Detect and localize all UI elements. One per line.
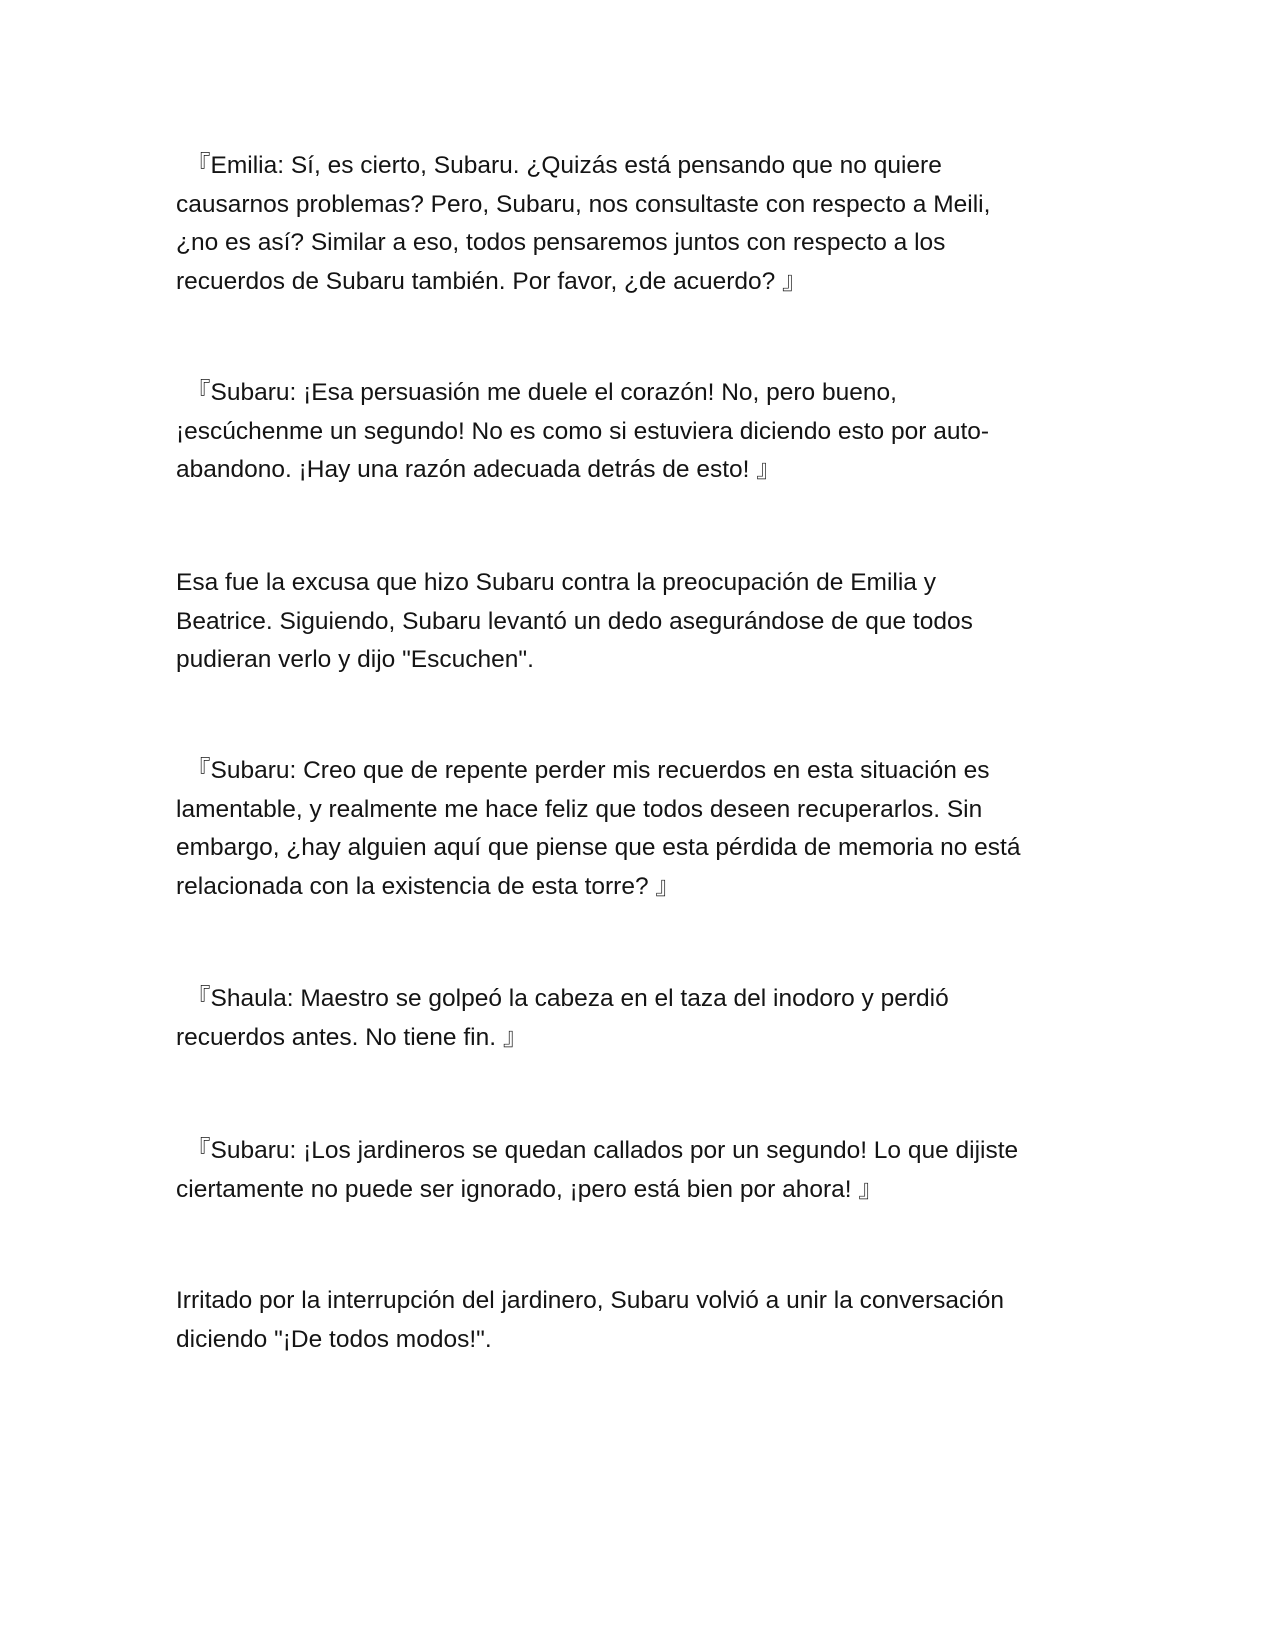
paragraph-emilia-dialogue: 『Emilia: Sí, es cierto, Subaru. ¿Quizás está pensando que no quiere causarnos problemas? Pero, Subaru, nos consultaste con respecto a Meili, ¿no es así? Similar a eso, todos pensaremos juntos con respecto a los recuerdos de Subaru también. Por favor, ¿de acuerdo? 』 <box>176 152 991 295</box>
paragraph-narration-1: Esa fue la excusa que hizo Subaru contra la preocupación de Emilia y Beatrice. Siguiendo, Subaru levantó un dedo asegurándose de que todos pudieran verlo y dijo "Escuchen". <box>176 569 973 673</box>
paragraph-shaula-dialogue: 『Shaula: Maestro se golpeó la cabeza en el taza del inodoro y perdió recuerdos antes. No tiene fin. 』 <box>176 985 949 1051</box>
paragraph-subaru-dialogue-1: 『Subaru: ¡Esa persuasión me duele el corazón! No, pero bueno, ¡escúchenme un segundo! No es como si estuviera diciendo esto por auto- abandono. ¡Hay una razón adecuada detrás de esto! 』 <box>176 379 990 483</box>
paragraph-subaru-dialogue-2: 『Subaru: Creo que de repente perder mis recuerdos en esta situación es lamentable, y realmente me hace feliz que todos deseen recuperarlos. Sin embargo, ¿hay alguien aquí que piense que esta pérdida de memoria no está relacionada con la existencia de esta torre? 』 <box>176 757 1021 900</box>
paragraph-subaru-dialogue-3: 『Subaru: ¡Los jardineros se quedan callados por un segundo! Lo que dijiste ciertamente no puede ser ignorado, ¡pero está bien por ahora! 』 <box>176 1137 1019 1203</box>
paragraph-narration-2: Irritado por la interrupción del jardinero, Subaru volvió a unir la conversación diciendo "¡De todos modos!". <box>176 1287 1004 1353</box>
